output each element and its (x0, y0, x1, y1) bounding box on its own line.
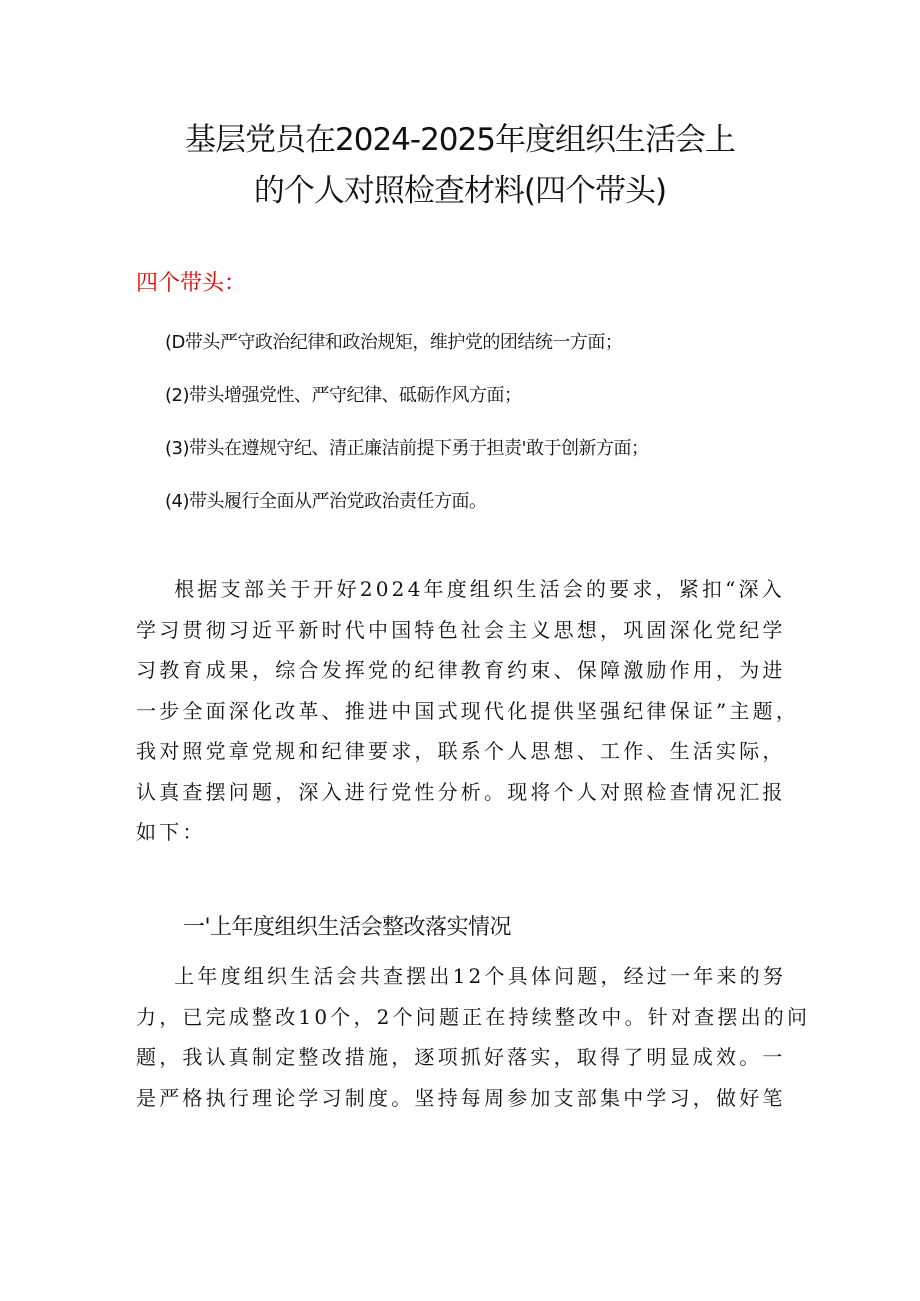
document-title-line-1: 基层党员在2024-2025年度组织生活会上 (185, 122, 735, 158)
paragraph-line: 认真查摆问题，深入进行党性分析。现将个人对照检查情况汇报 (136, 779, 786, 804)
document-title-line-2: 的个人对照检查材料(四个带头) (253, 173, 667, 209)
paragraph-line: 是严格执行理论学习制度。坚持每周参加支部集中学习，做好笔 (136, 1085, 786, 1110)
section-heading: 一'上年度组织生活会整改落实情况 (183, 915, 512, 940)
paragraph-line: 力，已完成整改10个，2个问题正在持续整改中。针对查摆出的问 (136, 1004, 811, 1029)
paragraph-line: 如下： (136, 820, 206, 844)
paragraph-line: 习教育成果，综合发挥党的纪律教育约束、保障激励作用，为进 (136, 658, 786, 682)
list-item: (2)带头增强党性、严守纪律、砥砺作风方面； (165, 385, 522, 406)
paragraph-line: 学习贯彻习近平新时代中国特色社会主义思想，巩固深化党纪学 (136, 617, 786, 642)
paragraph-line: 上年度组织生活会共查摆出12个具体问题，经过一年来的努 (136, 964, 787, 988)
list-item: (3)带头在遵规守纪、清正廉洁前提下勇于担责'敢于创新方面； (165, 438, 649, 459)
intro-paragraph (136, 569, 800, 853)
paragraph-line: 题，我认真制定整改措施，逐项抓好落实，取得了明显成效。一 (136, 1045, 786, 1069)
list-item: (4)带头履行全面从严治党政治责任方面。 (165, 491, 487, 512)
list-item: (D带头严守政治纪律和政治规矩，维护党的团结统一方面； (165, 332, 623, 353)
paragraph-line: 根据支部关于开好2024年度组织生活会的要求，紧扣“深入 (136, 577, 785, 601)
paragraph-line: 我对照党章党规和纪律要求，联系个人思想、工作、生活实际， (136, 739, 786, 763)
paragraph-line: 一步全面深化改革、推进中国式现代化提供坚强纪律保证”主题， (136, 698, 800, 723)
four-leads-heading: 四个带头： (136, 271, 247, 296)
section-paragraph (136, 956, 811, 1118)
